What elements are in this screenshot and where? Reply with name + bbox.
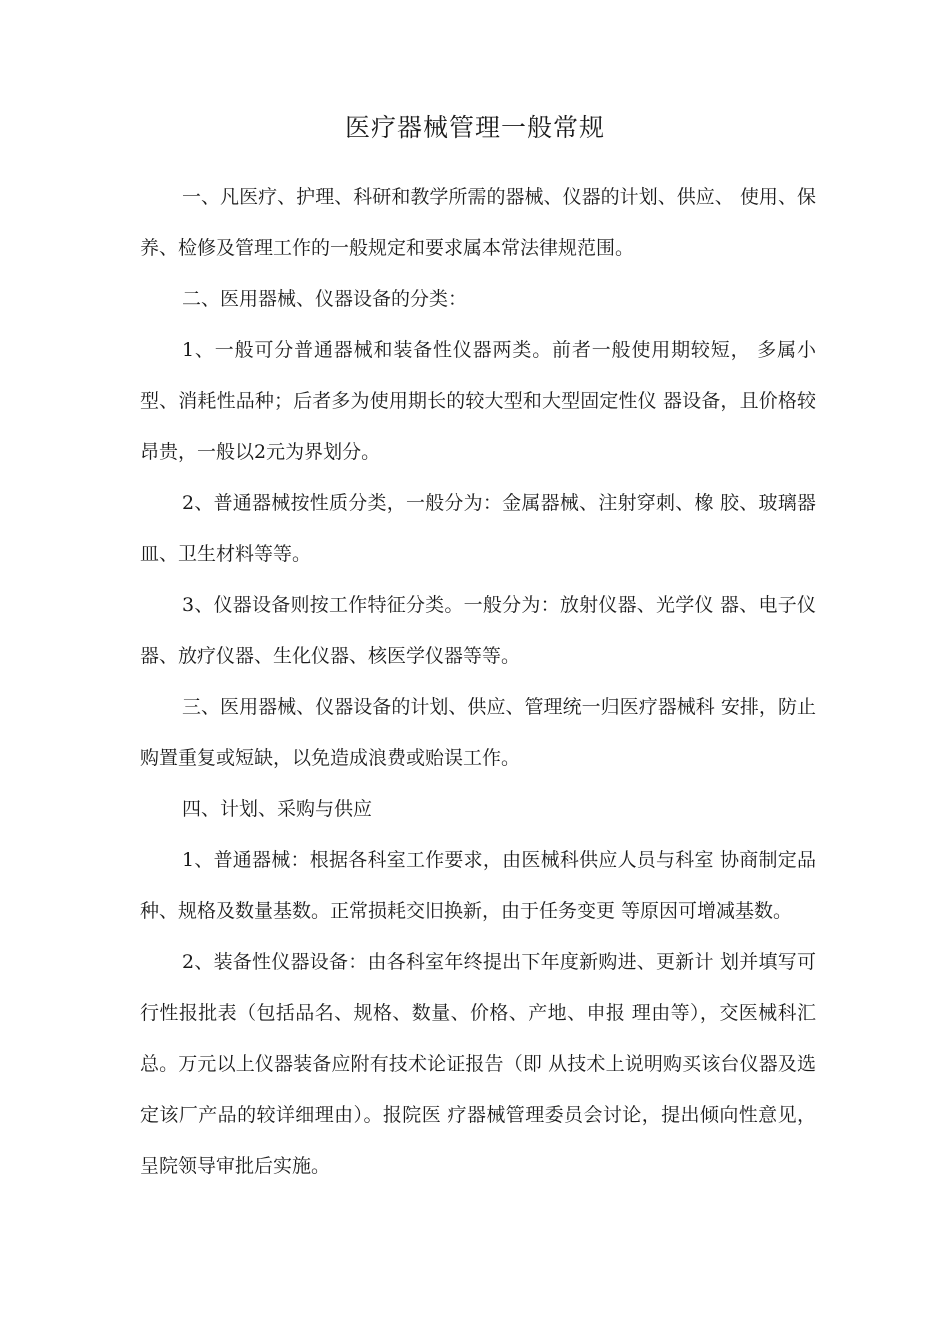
- paragraph-8: 1、普通器械：根据各科室工作要求，由医械科供应人员与科室 协商制定品种、规格及数量基数。正常损耗交旧换新，由于任务变更 等原因可增减基数。: [140, 849, 816, 922]
- paragraph-5: 3、仪器设备则按工作特征分类。一般分为：放射仪器、光学仪 器、电子仪器、放疗仪器、生化仪器、核医学仪器等等。: [140, 594, 816, 667]
- paragraph-1: 一、凡医疗、护理、科研和教学所需的器械、仪器的计划、供应、 使用、保养、检修及管理工作的一般规定和要求属本常法律规范围。: [140, 186, 816, 259]
- paragraph-3: 1、一般可分普通器械和装备性仪器两类。前者一般使用期较短， 多属小型、消耗性品种；后者多为使用期长的较大型和大型固定性仪 器设备，且价格较昂贵，一般以2元为界划分。: [140, 339, 816, 463]
- paragraph-2: 二、医用器械、仪器设备的分类：: [182, 288, 468, 310]
- paragraph-7: 四、计划、采购与供应: [182, 798, 373, 820]
- paragraph-4: 2、普通器械按性质分类，一般分为：金属器械、注射穿刺、橡 胶、玻璃器皿、卫生材料等等。: [140, 492, 816, 565]
- document-title: 医疗器械管理一般常规: [344, 113, 605, 142]
- document-body: [140, 172, 816, 1192]
- paragraph-6: 三、医用器械、仪器设备的计划、供应、管理统一归医疗器械科 安排，防止购置重复或短缺，以免造成浪费或贻误工作。: [140, 696, 816, 769]
- paragraph-9: 2、装备性仪器设备：由各科室年终提出下年度新购进、更新计 划并填写可行性报批表（包括品名、规格、数量、价格、产地、申报 理由等），交医械科汇总。万元以上仪器装备应附有技术论证报告（即 从技术上说明购买该台仪器及选定该厂产品的较详细理由）。报院医 疗器械管理委员会讨论，提出倾向性意见，呈院领导审批后实施。: [140, 951, 816, 1177]
